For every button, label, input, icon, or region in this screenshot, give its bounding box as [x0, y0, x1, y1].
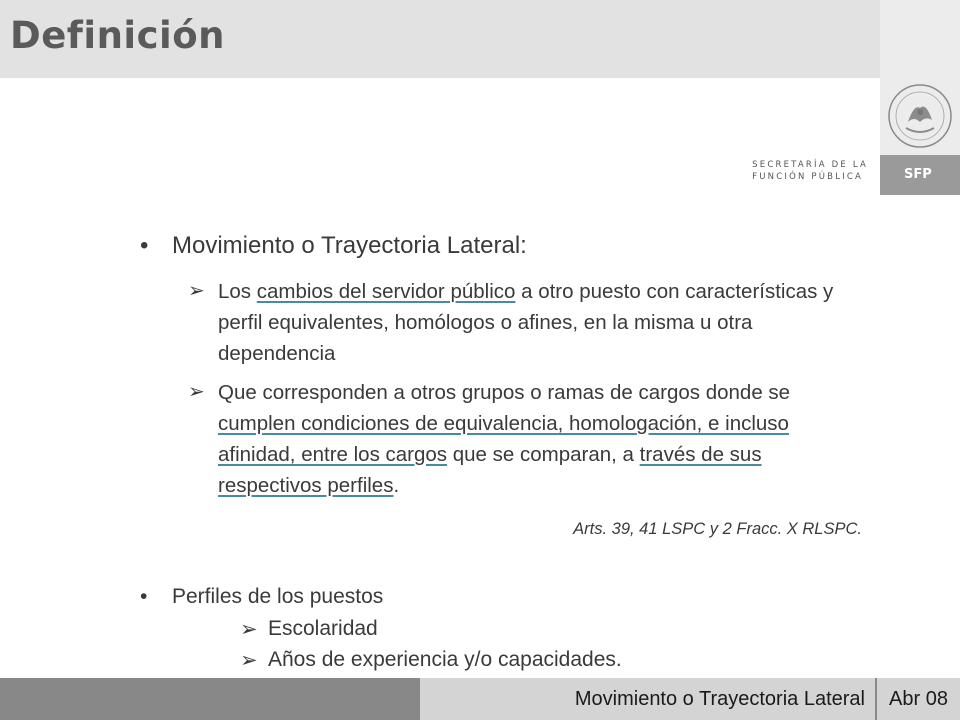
sub-item-text: Los cambios del servidor público a otro puesto con características y perfil equivalentes, homólogos o afines, en la misma u otra dependencia — [218, 280, 834, 365]
profile-item-text: Años de experiencia y/o capacidades. — [268, 648, 622, 671]
underlined-phrase: cumplen condiciones de equivalencia, homologación, e incluso afinidad, entre los cargos — [218, 412, 789, 466]
arrow-bullet-icon: ➢ — [188, 381, 205, 403]
bullet-text: Movimiento o Trayectoria Lateral: — [172, 232, 527, 259]
org-name — [752, 159, 868, 183]
bullet-dot: • — [140, 232, 149, 259]
org-name-line2: FUNCIÓN PÚBLICA — [752, 172, 864, 182]
arrow-bullet-icon: ➢ — [188, 280, 205, 302]
underlined-phrase: cambios del servidor público — [256, 280, 516, 303]
bullet-text: Perfiles de los puestos — [172, 585, 384, 608]
footer-title: Movimiento o Trayectoria Lateral — [420, 678, 875, 720]
sfp-badge: SFP — [880, 155, 960, 195]
profile-item-text: Escolaridad — [268, 617, 378, 640]
org-name-line1: SECRETARÍA DE LA — [752, 160, 868, 170]
arrow-bullet-icon: ➢ — [240, 618, 258, 641]
underlined-phrase: través de sus respectivos perfiles — [218, 443, 762, 497]
sub-item-text: Que corresponden a otros grupos o ramas de cargos donde se cumplen condiciones de equivalencia, homologación, e incluso afinidad, entre los cargos que se comparan, a través de sus respectivos perfiles. — [218, 381, 791, 497]
page-title: Definición — [10, 14, 225, 57]
arrow-bullet-icon: ➢ — [240, 649, 258, 672]
coat-of-arms-logo — [886, 82, 954, 150]
legal-reference: Arts. 39, 41 LSPC y 2 Fracc. X RLSPC. — [573, 520, 862, 538]
footer-date: Abr 08 — [877, 678, 960, 720]
bullet-dot: • — [140, 585, 148, 608]
